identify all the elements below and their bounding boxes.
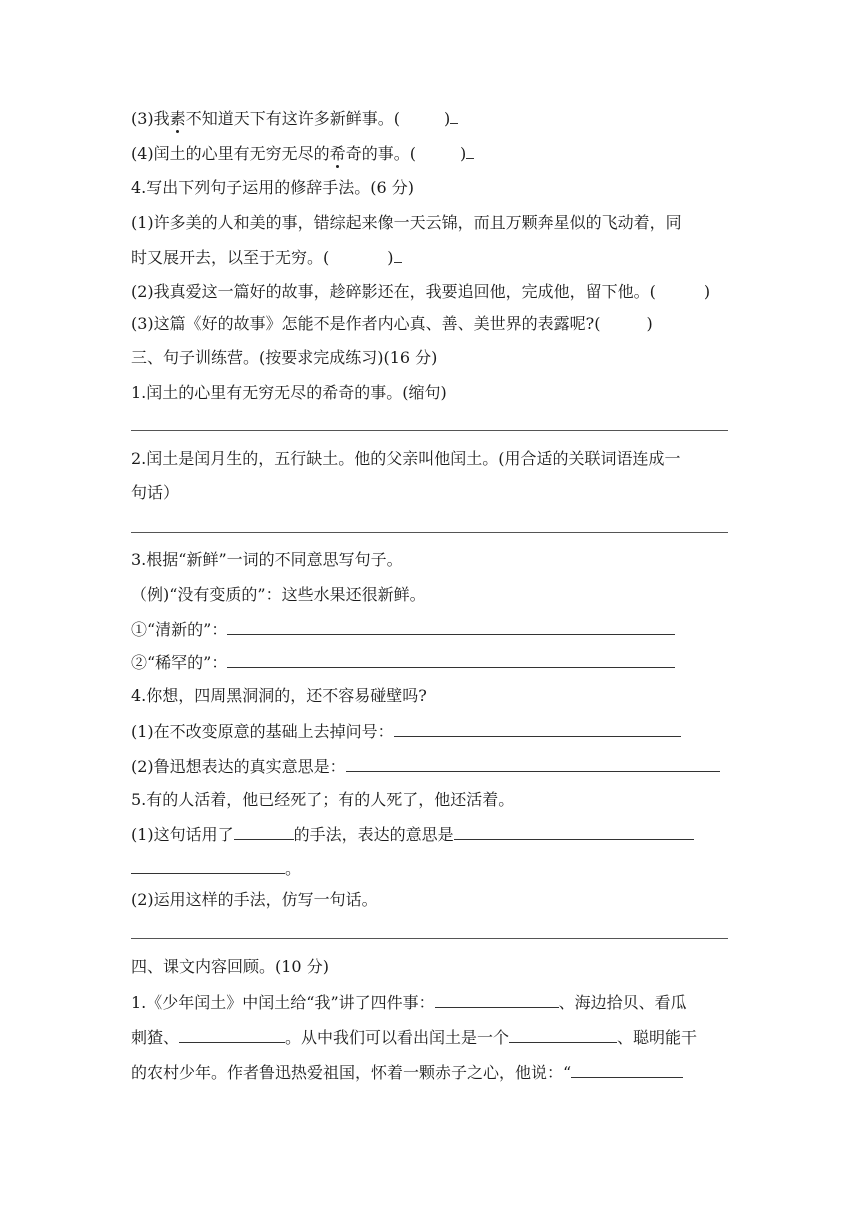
s3-q4-item-2: (2)鲁迅想表达的真实意思是： (131, 755, 720, 778)
answer-underline[interactable] (346, 755, 720, 772)
s3-q3-example: （例)“没有变质的”：这些水果还很新鲜。 (131, 585, 426, 604)
answer-underline[interactable] (227, 618, 675, 635)
q4-item-3: (3)这篇《好的故事》怎能不是作者内心真、善、美世界的表露呢?( ) (131, 314, 653, 333)
dotted-char: 希 (329, 144, 346, 163)
answer-underline[interactable] (234, 823, 294, 840)
answer-underline[interactable] (131, 857, 285, 874)
answer-line[interactable] (131, 430, 728, 431)
s3-q4-item-1: (1)在不改变原意的基础上去掉问号： (131, 720, 681, 743)
answer-underline (394, 246, 402, 263)
q4-item-1-line-1: (1)许多美的人和美的事，错综起来像一天云锦，而且万颗奔星似的飞动着，同 (131, 213, 682, 232)
s3-q5: 5.有的人活着，他已经死了；有的人死了，他还活着。 (131, 790, 515, 809)
answer-underline[interactable] (509, 1026, 617, 1043)
s3-q3-item-2: ②“稀罕的”： (131, 651, 675, 674)
s4-q1-line-3: 的农村少年。作者鲁迅热爱祖国，怀着一颗赤子之心，他说：“ (131, 1061, 683, 1084)
s3-q2-line-1: 2.闰土是闰月生的，五行缺土。他的父亲叫他闰土。(用合适的关联词语连成一 (131, 449, 681, 468)
q4-title: 4.写出下列句子运用的修辞手法。(6 分) (131, 178, 415, 197)
s3-q3: 3.根据“新鲜”一词的不同意思写句子。 (131, 550, 403, 569)
answer-underline[interactable] (454, 823, 694, 840)
s3-q5-item-1-cont: 。 (131, 857, 301, 880)
s4-q1-line-1: 1.《少年闰土》中闰土给“我”讲了四件事： 、海边拾贝、看瓜 (131, 993, 687, 1012)
answer-underline[interactable] (435, 991, 559, 1008)
answer-line[interactable] (131, 532, 728, 533)
answer-underline[interactable] (394, 720, 681, 737)
section-3-title: 三、句子训练营。(按要求完成练习)(16 分) (131, 348, 438, 367)
q3-item-4: (4)闰土的心里有无穷无尽的希奇的事。( ) (131, 142, 474, 165)
s3-q1: 1.闰土的心里有无穷无尽的希奇的事。(缩句) (131, 383, 447, 402)
answer-underline (466, 142, 474, 159)
answer-underline[interactable] (571, 1061, 683, 1078)
answer-line[interactable] (131, 938, 728, 939)
s3-q3-item-1: ①“清新的”： (131, 618, 675, 641)
s4-q1-line-2: 刺猹、 。从中我们可以看出闰土是一个 、聪明能干 (131, 1028, 698, 1047)
s3-q2-line-2: 句话） (131, 483, 180, 502)
q3-item-3: (3)我素不知道天下有这许多新鲜事。( ) (131, 107, 458, 130)
s3-q5-item-1: (1)这句话用了 的手法，表达的意思是 (131, 823, 694, 846)
s3-q4: 4.你想，四周黑洞洞的，还不容易碰壁吗? (131, 686, 427, 705)
q4-item-1-line-2: 时又展开去，以至于无穷。( ) (131, 246, 402, 269)
s3-q5-item-2: (2)运用这样的手法，仿写一句话。 (131, 890, 378, 909)
section-4-title: 四、课文内容回顾。(10 分) (131, 957, 329, 976)
answer-underline[interactable] (179, 1026, 285, 1043)
dotted-char: 素 (169, 109, 186, 128)
answer-underline (450, 107, 458, 124)
answer-underline[interactable] (227, 651, 675, 668)
q4-item-2: (2)我真爱这一篇好的故事，趁碎影还在，我要追回他，完成他，留下他。( ) (131, 282, 711, 301)
